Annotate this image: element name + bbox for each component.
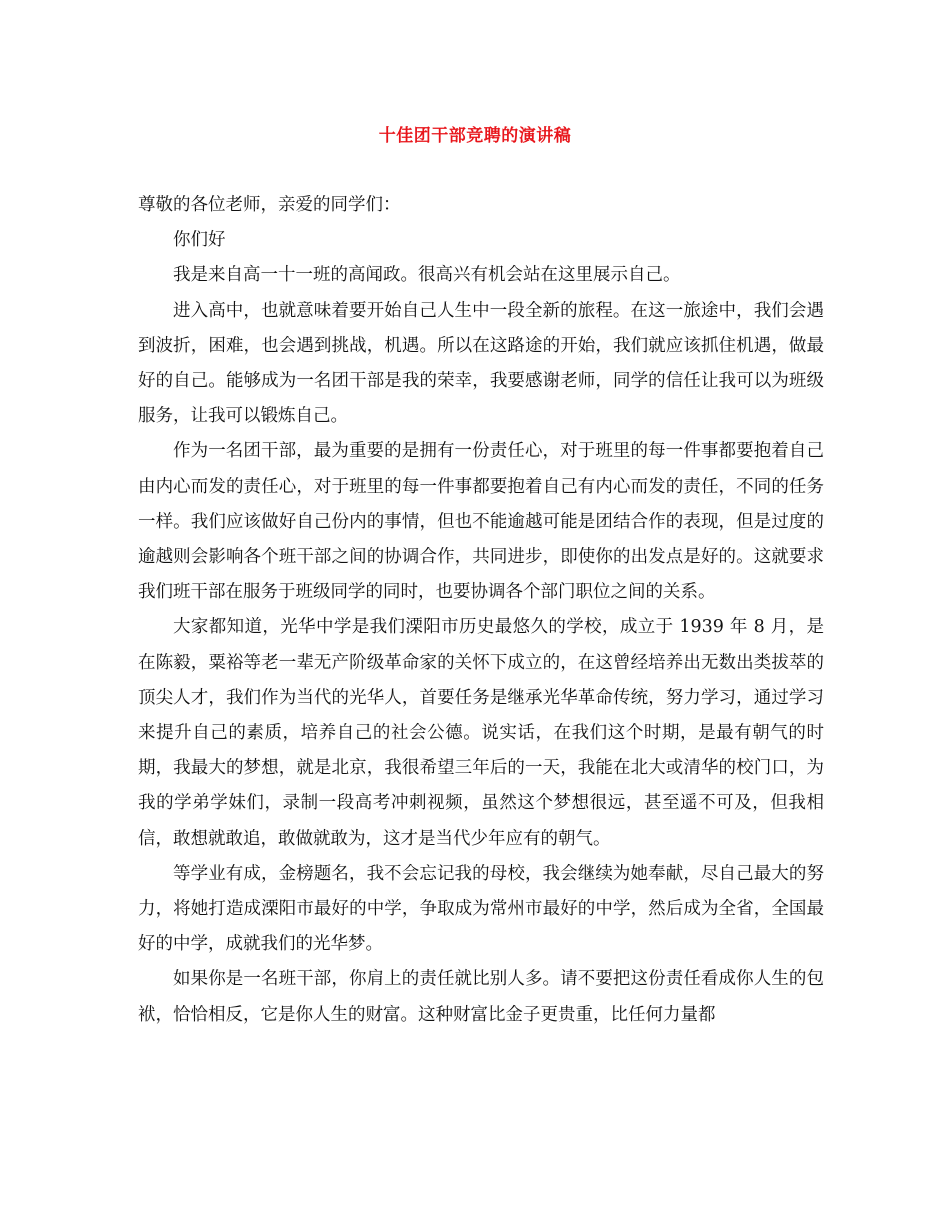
- document-body: [138, 188, 824, 1033]
- salutation: 尊敬的各位老师，亲爱的同学们：: [138, 195, 401, 215]
- paragraph-school-history: 大家都知道，光华中学是我们溧阳市历史最悠久的学校，成立于 1939 年 8 月，是在陈毅，粟裕等老一辈无产阶级革命家的关怀下成立的，在这曾经培养出无数出类拔萃的顶尖人才，我们作为当代的光华人，首要任务是继承光华革命传统，努力学习，通过学习来提升自己的素质，培养自己的社会公德。说实话，在我们这个时期，是最有朝气的时期，我最大的梦想，就是北京，我很希望三年后的一天，我能在北大或清华的校门口，为我的学弟学妹们，录制一段高考冲刺视频，虽然这个梦想很远，甚至遥不可及，但我相信，敢想就敢追，敢做就敢为，这才是当代少年应有的朝气。: [138, 617, 824, 849]
- paragraph-class-cadre: 如果你是一名班干部，你肩上的责任就比别人多。请不要把这份责任看成你人生的包袱，恰恰相反，它是你人生的财富。这种财富比金子更贵重，比任何力量都: [138, 969, 824, 1025]
- paragraph-greeting: 你们好: [173, 230, 226, 251]
- document-title: 十佳团干部竞聘的演讲稿: [378, 126, 572, 146]
- paragraph-responsibility: 作为一名团干部，最为重要的是拥有一份责任心，对于班里的每一件事都要抱着自己由内心而发的责任心，对于班里的每一件事都要抱着自己有内心而发的责任，不同的任务一样。我们应该做好自己份内的事情，但也不能逾越可能是团结合作的表现，但是过度的逾越则会影响各个班干部之间的协调合作，共同进步，即使你的出发点是好的。这就要求我们班干部在服务于班级同学的同时，也要协调各个部门职位之间的关系。: [138, 441, 824, 603]
- paragraph-future-contribution: 等学业有成，金榜题名，我不会忘记我的母校，我会继续为她奉献，尽自己最大的努力，将她打造成溧阳市最好的中学，争取成为常州市最好的中学，然后成为全省，全国最好的中学，成就我们的光华梦。: [138, 863, 824, 955]
- paragraph-introduction: 我是来自高一十一班的高闻政。很高兴有机会站在这里展示自己。: [173, 265, 681, 286]
- paragraph-high-school-journey: 进入高中，也就意味着要开始自己人生中一段全新的旅程。在这一旅途中，我们会遇到波折，困难，也会遇到挑战，机遇。所以在这路途的开始，我们就应该抓住机遇，做最好的自己。能够成为一名团干部是我的荣幸，我要感谢老师，同学的信任让我可以为班级服务，让我可以锻炼自己。: [138, 300, 824, 427]
